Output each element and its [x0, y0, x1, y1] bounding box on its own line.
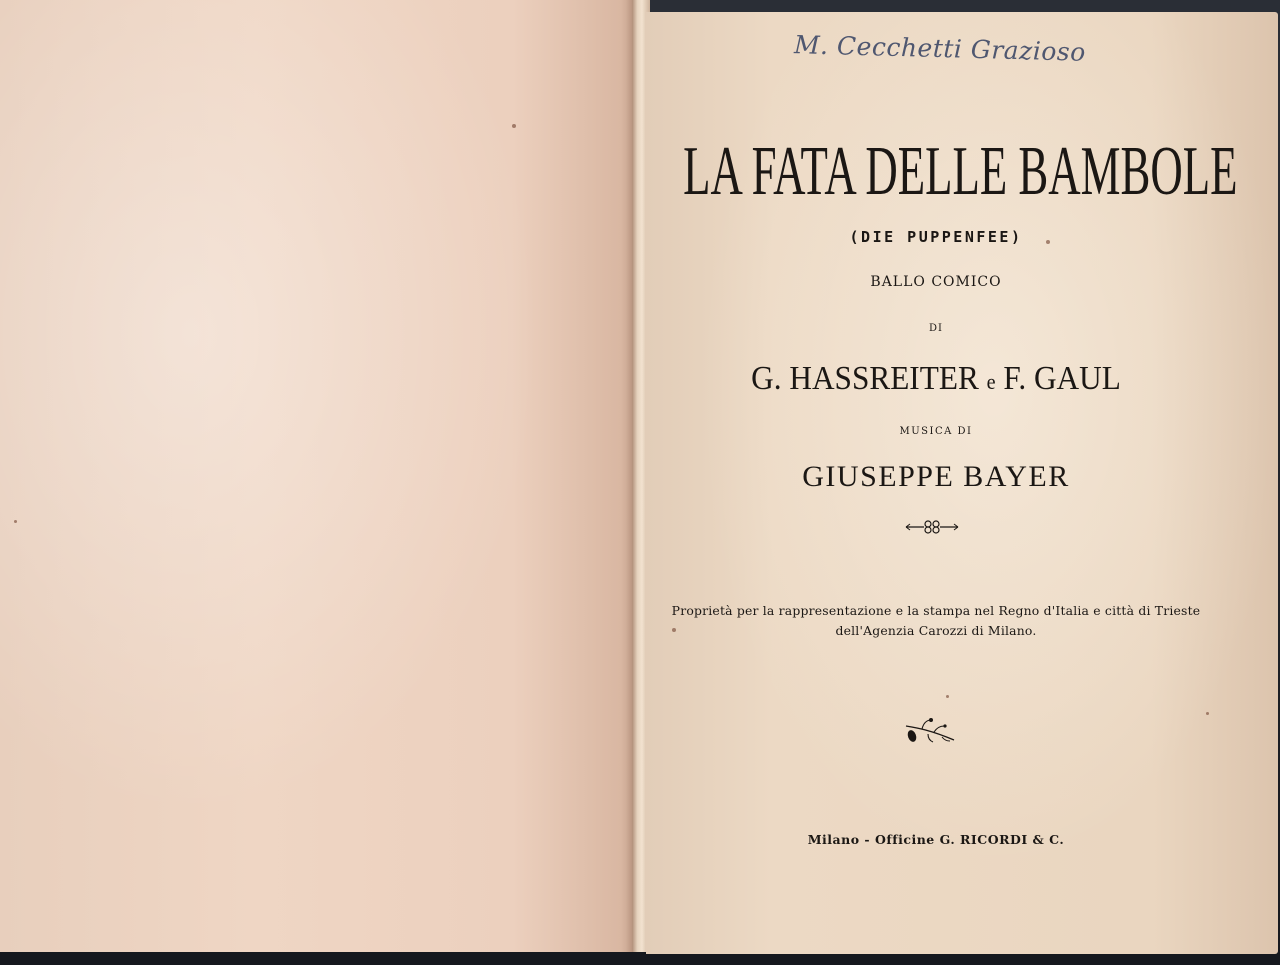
- composer-name: GIUSEPPE BAYER: [802, 460, 1070, 493]
- author-second: F. GAUL: [1003, 360, 1121, 397]
- ornament-divider-icon: [904, 517, 960, 537]
- left-page-blank: [0, 0, 640, 952]
- title-block: [682, 133, 1238, 214]
- paper-speck: [14, 520, 17, 523]
- genre-label: BALLO COMICO: [870, 274, 1002, 290]
- original-title: (DIE PUPPENFEE): [849, 228, 1023, 246]
- leaf-sprig-icon: [902, 716, 958, 748]
- by-label: DI: [929, 323, 943, 334]
- authors-line: [669, 360, 1203, 398]
- publisher-imprint: Milano - Officine G. RICORDI & C.: [807, 832, 1065, 847]
- title-page-text: [646, 12, 1278, 954]
- handwritten-owner-name: M. Cecchetti Grazioso: [793, 30, 1087, 67]
- paper-speck: [512, 124, 516, 128]
- rights-notice-line1: Proprietà per la rappresentazione e la stampa nel Regno d'Italia e città di Trieste: [671, 603, 1201, 618]
- book-title: LA FATA DELLE BAMBOLE: [683, 133, 1238, 210]
- authors-conjunction: e: [986, 369, 996, 394]
- author-first: G. HASSREITER: [751, 360, 979, 397]
- music-by-label: MUSICA DI: [899, 426, 973, 437]
- rights-notice-line2: dell'Agenzia Carozzi di Milano.: [835, 623, 1037, 638]
- title-page: [646, 12, 1278, 954]
